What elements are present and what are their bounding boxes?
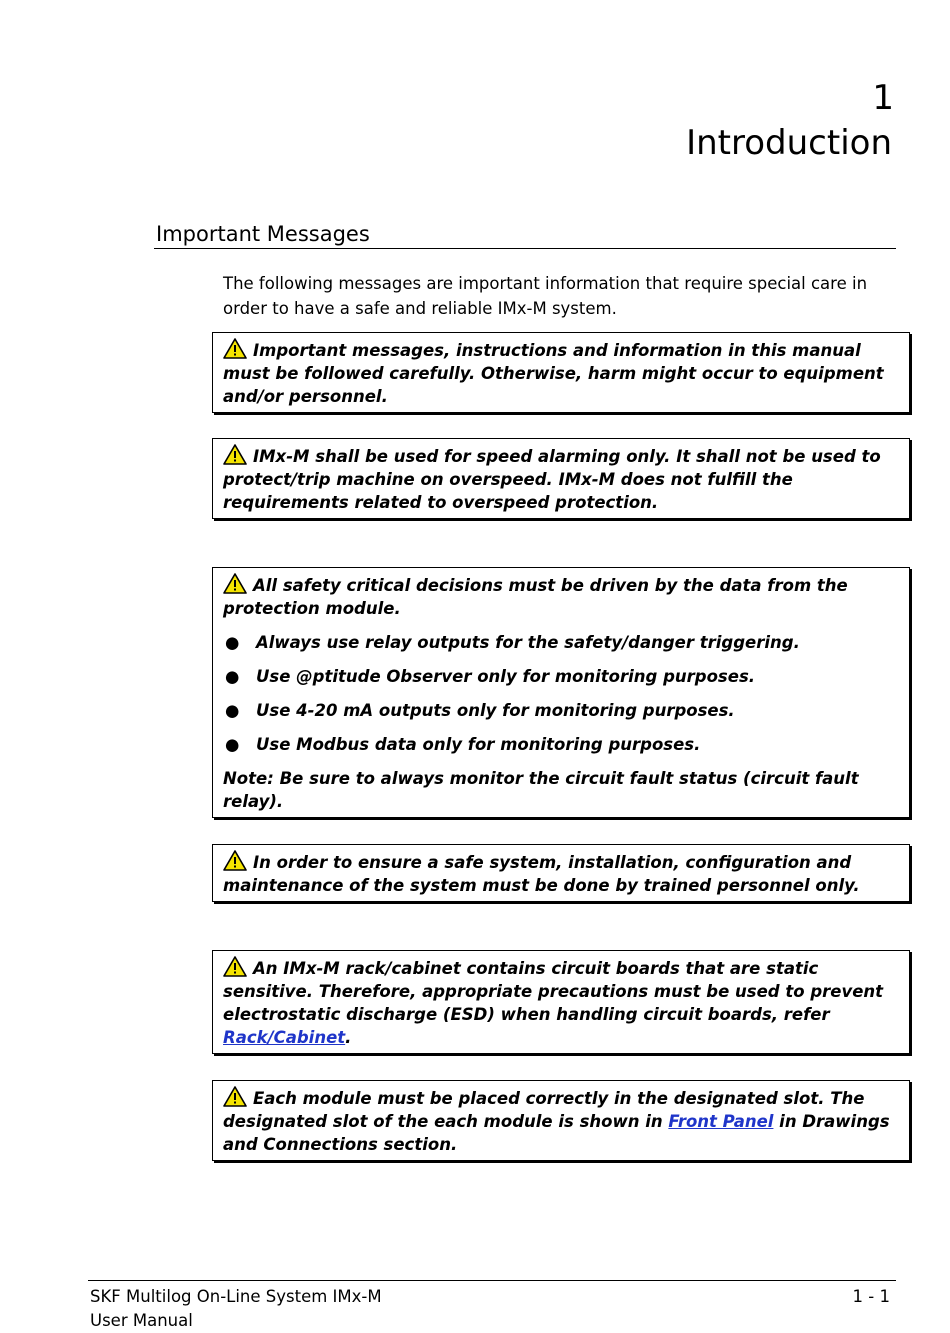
page-number: 1 - 1 (852, 1287, 890, 1306)
warning-message-2 (212, 438, 910, 519)
warning-triangle-icon (223, 338, 247, 359)
footer-doc-type: User Manual (90, 1311, 193, 1330)
chapter-title: Introduction (686, 123, 892, 163)
warning-message-1 (212, 332, 910, 413)
warning-message-5 (212, 950, 910, 1054)
section-divider (154, 248, 896, 249)
note-text: Note: Be sure to always monitor the circuit fault status (circuit fault relay). (223, 769, 859, 811)
chapter-number: 1 (872, 78, 894, 118)
bullet-icon: ● (225, 667, 240, 686)
list-item-text: Use 4-20 mA outputs only for monitoring purposes. (256, 701, 735, 720)
list-item (223, 665, 899, 688)
warning-triangle-icon (223, 956, 247, 977)
footer-left (90, 1285, 382, 1333)
message-text-end: . (345, 1028, 352, 1047)
message-text: In order to ensure a safe system, installation, configuration and maintenance of the system must be done by trained personnel only. (223, 853, 860, 895)
intro-paragraph: The following messages are important information that require special care in order to have a safe and reliable IMx-M system. (223, 274, 868, 318)
message-text: Each module must be placed correctly in the designated slot. The designated slot of the each module is shown in (223, 1089, 865, 1131)
message-text: All safety critical decisions must be driven by the data from the protection module. (223, 576, 848, 618)
bullet-icon: ● (225, 633, 240, 652)
section-title: Important Messages (156, 222, 370, 246)
list-item (223, 733, 899, 756)
list-item (223, 631, 899, 654)
warning-message-3 (212, 567, 910, 818)
list-item-text: Always use relay outputs for the safety/danger triggering. (256, 633, 800, 652)
list-item-text: Use Modbus data only for monitoring purposes. (256, 735, 701, 754)
message-text: An IMx-M rack/cabinet contains circuit boards that are static sensitive. Therefore, appropriate precautions must be used to prevent electrostatic discharge (ESD) when handling circuit boards, refer (223, 959, 884, 1024)
list-item (223, 699, 899, 722)
message-text: IMx-M shall be used for speed alarming only. It shall not be used to protect/trip machine on overspeed. IMx-M does not fulfill the requirements related to overspeed protection. (223, 447, 881, 512)
warning-triangle-icon (223, 444, 247, 465)
rack-cabinet-link[interactable]: Rack/Cabinet (223, 1028, 346, 1047)
footer-divider (88, 1280, 896, 1281)
warning-message-6 (212, 1080, 910, 1161)
footer-product: SKF Multilog On-Line System IMx-M (90, 1287, 382, 1306)
warning-message-4 (212, 844, 910, 902)
bullet-list (223, 631, 899, 756)
bullet-icon: ● (225, 701, 240, 720)
message-text-end: in Drawings and Connections section. (223, 1112, 890, 1154)
warning-triangle-icon (223, 850, 247, 871)
warning-triangle-icon (223, 573, 247, 594)
bullet-icon: ● (225, 735, 240, 754)
message-text: Important messages, instructions and information in this manual must be followed carefully. Otherwise, harm might occur to equipment and/or personnel. (223, 341, 884, 406)
warning-triangle-icon (223, 1086, 247, 1107)
front-panel-link[interactable]: Front Panel (668, 1112, 774, 1131)
list-item-text: Use @ptitude Observer only for monitoring purposes. (256, 667, 756, 686)
